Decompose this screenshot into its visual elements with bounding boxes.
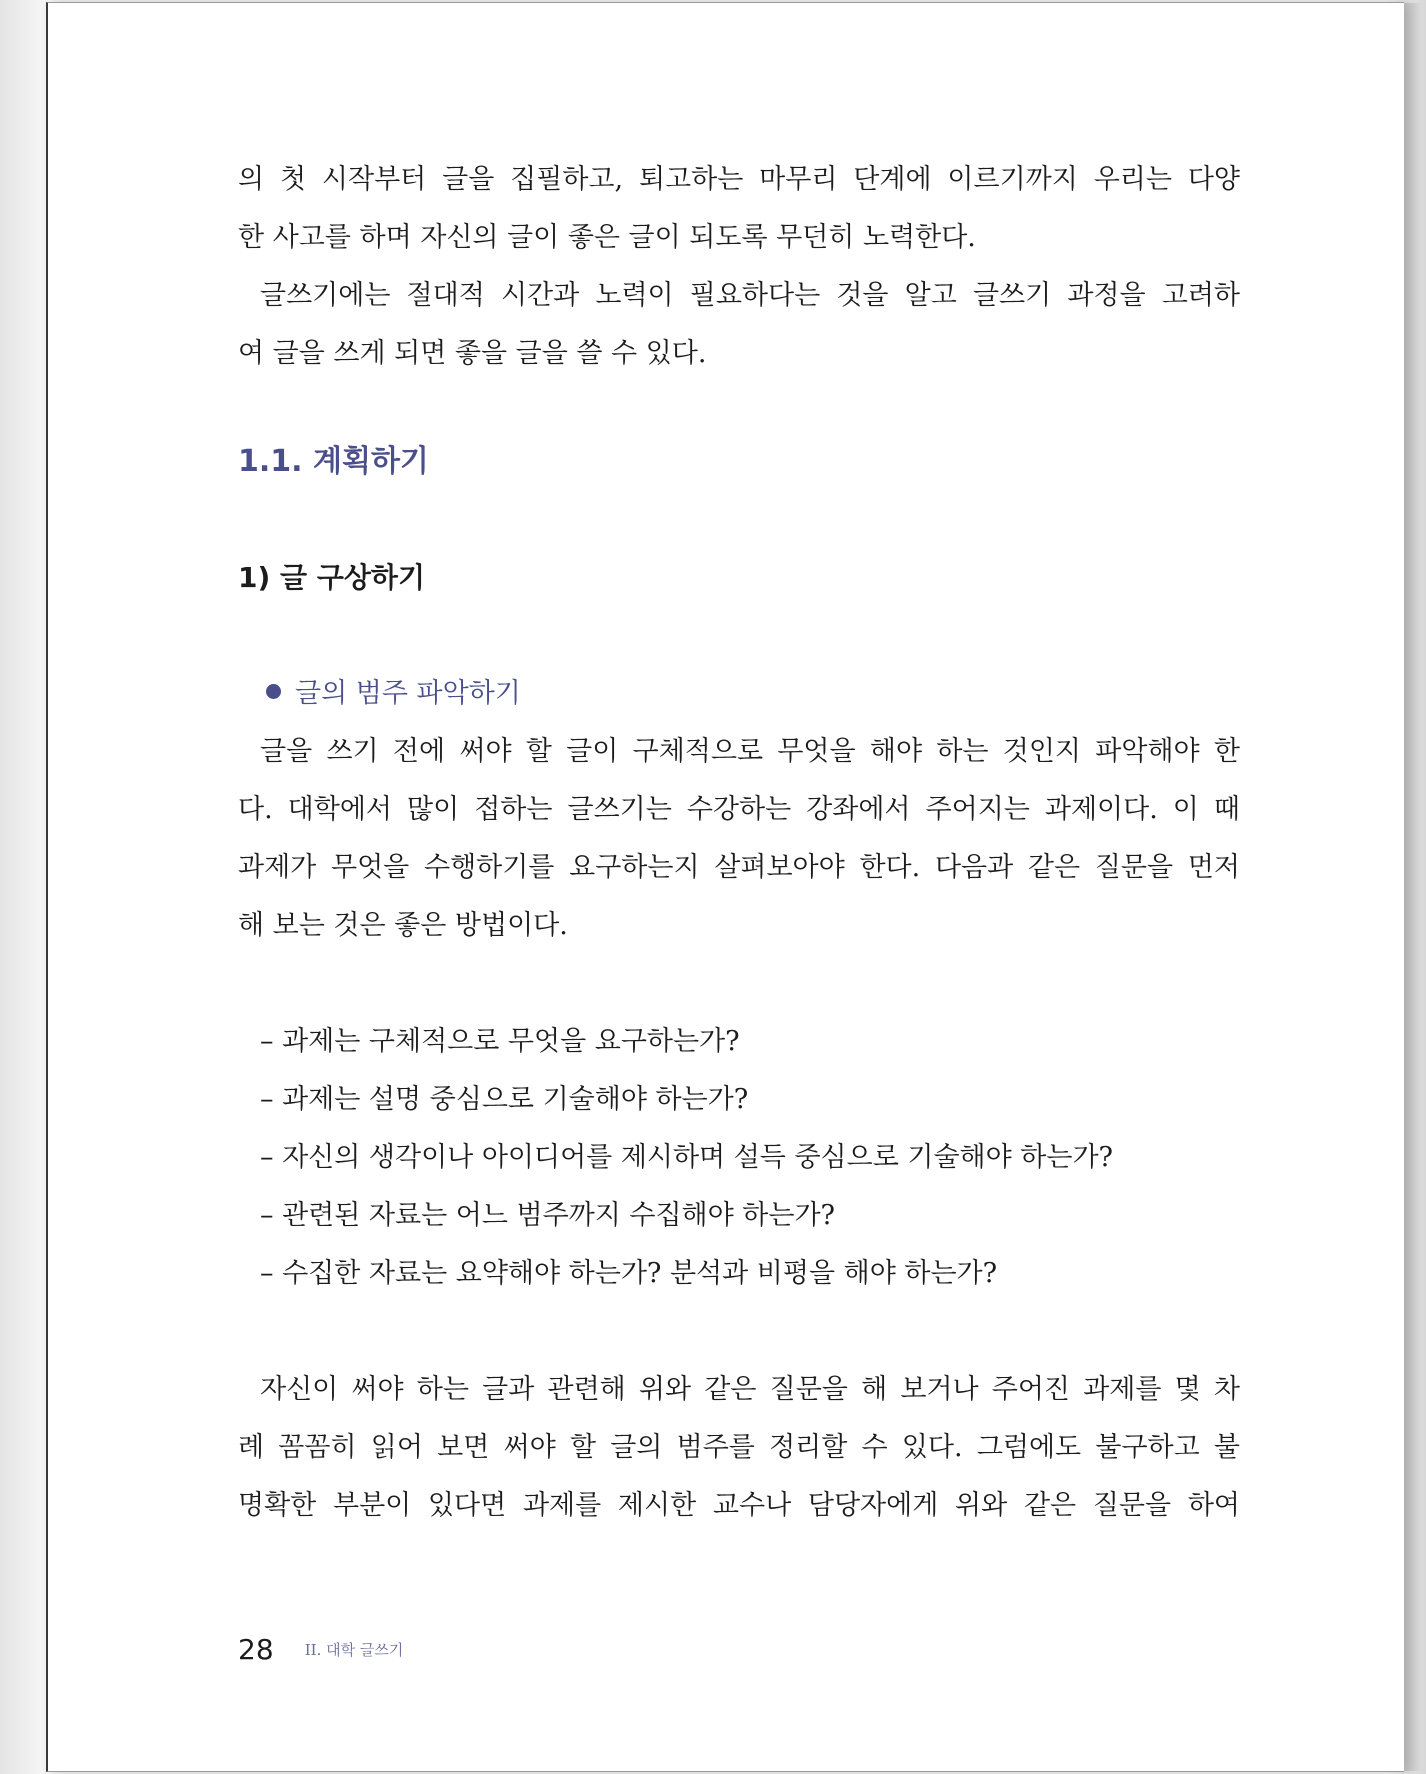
question-item-5: – 수집한 자료는 요약해야 하는가? 분석과 비평을 해야 하는가?: [260, 1258, 998, 1289]
intro2-line-1: 글쓰기에는 절대적 시간과 노력이 필요하다는 것을 알고 글쓰기 과정을 고려하: [260, 280, 1240, 311]
intro-line-1: 의 첫 시작부터 글을 집필하고, 퇴고하는 마무리 단계에 이르기까지 우리는 다양: [238, 164, 1240, 195]
page-content: [238, 151, 1240, 1535]
bullet-heading-text: 글의 범주 파악하기: [295, 678, 521, 709]
subsection-heading: 1) 글 구상하기: [238, 561, 426, 594]
para1-line-2: 다. 대학에서 많이 접하는 글쓰기는 수강하는 강좌에서 주어지는 과제이다. 이 때: [238, 794, 1240, 825]
para2-line-2: 례 꼼꼼히 읽어 보면 써야 할 글의 범주를 정리할 수 있다. 그럼에도 불구하고 불: [238, 1432, 1240, 1463]
spacer: [238, 955, 1240, 1013]
para2-line-3: 명확한 부분이 있다면 과제를 제시한 교수나 담당자에게 위와 같은 질문을 하여: [238, 1490, 1240, 1521]
para2-line-1: 자신이 써야 하는 글과 관련해 위와 같은 질문을 해 보거나 주어진 과제를 몇 차: [260, 1374, 1240, 1405]
intro-line-2: 한 사고를 하며 자신의 글이 좋은 글이 되도록 무던히 노력한다.: [238, 222, 976, 253]
spacer: [238, 1303, 1240, 1361]
chapter-label: II. 대학 글쓰기: [304, 1641, 404, 1659]
question-item-4: – 관련된 자료는 어느 범주까지 수집해야 하는가?: [260, 1200, 836, 1231]
para1-line-3: 과제가 무엇을 수행하기를 요구하는지 살펴보아야 한다. 다음과 같은 질문을 먼저: [238, 852, 1240, 883]
page-number: 28: [238, 1633, 274, 1666]
bullet-dot-icon: [266, 684, 281, 699]
intro2-line-2: 여 글을 쓰게 되면 좋을 글을 쓸 수 있다.: [238, 338, 707, 369]
para1-line-4: 해 보는 것은 좋은 방법이다.: [238, 910, 568, 941]
book-page: [46, 2, 1404, 1772]
para1-line-1: 글을 쓰기 전에 써야 할 글이 구체적으로 무엇을 해야 하는 것인지 파악해야 한: [260, 736, 1240, 767]
question-item-3: – 자신의 생각이나 아이디어를 제시하며 설득 중심으로 기술해야 하는가?: [260, 1142, 1114, 1173]
page-footer: [238, 1633, 403, 1666]
bullet-heading: [238, 665, 1240, 723]
section-heading: 1.1. 계획하기: [238, 444, 429, 479]
question-item-2: – 과제는 설명 중심으로 기술해야 하는가?: [260, 1084, 749, 1115]
question-item-1: – 과제는 구체적으로 무엇을 요구하는가?: [260, 1026, 740, 1057]
